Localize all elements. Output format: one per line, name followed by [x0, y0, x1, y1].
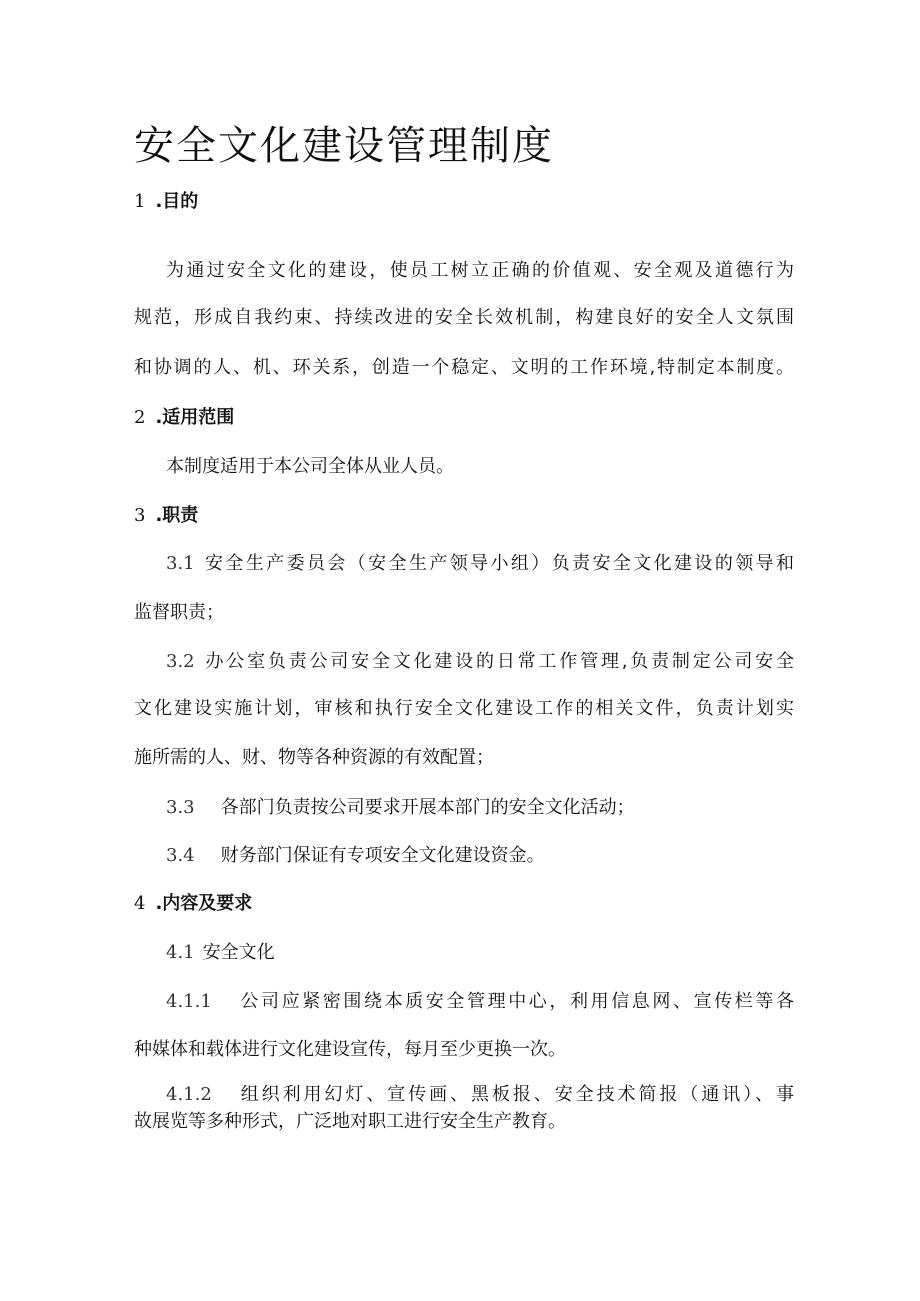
list-item-3-1 [166, 550, 794, 578]
list-item-4-1-1 [166, 988, 794, 1016]
document-title: 安全文化建设管理制度 [134, 123, 554, 169]
item-number: 3.3 [166, 797, 195, 818]
list-item-4-1-2 [166, 1081, 794, 1109]
list-item-3-2 [166, 648, 794, 676]
item-text: 办公室负责公司安全文化建设的日常工作管理,负责制定公司安全 [202, 651, 794, 672]
section-number: 1 [134, 191, 146, 212]
item-number: 4.1.1 [166, 991, 212, 1012]
item-text: 组织利用幻灯、宣传画、黑板报、安全技术简报（通讯）、事 [237, 1084, 794, 1105]
section-1-heading [134, 189, 198, 215]
item-text: 各部门负责按公司要求开展本部门的安全文化活动； [220, 797, 635, 818]
paragraph-line: 故展览等多种形式，广泛地对职工进行安全生产教育。 [134, 1111, 566, 1132]
item-number: 4.1.2 [166, 1084, 212, 1105]
item-number: 3.4 [166, 845, 195, 866]
item-text: 财务部门保证有专项安全文化建设资金。 [220, 845, 545, 866]
item-text: 公司应紧密围绕本质安全管理中心，利用信息网、宣传栏等各 [237, 991, 794, 1012]
paragraph-line: 文化建设实施计划，审核和执行安全文化建设工作的相关文件，负责计划实 [134, 698, 794, 719]
paragraph-line: 种媒体和载体进行文化建设宣传，每月至少更换一次。 [134, 1039, 566, 1060]
paragraph-line: 规范，形成自我约束、持续改进的安全长效机制，构建良好的安全人文氛围 [134, 307, 794, 328]
paragraph-line: 本制度适用于本公司全体从业人员。 [166, 456, 454, 477]
section-title: .内容及要求 [155, 893, 253, 914]
list-item-4-1 [166, 939, 794, 967]
item-number: 3.1 [166, 553, 195, 574]
section-3-heading [134, 503, 198, 529]
item-text: 安全生产委员会（安全生产领导小组）负责安全文化建设的领导和 [202, 553, 794, 574]
section-title: .适用范围 [155, 407, 235, 428]
section-title: .目的 [155, 191, 199, 212]
section-number: 2 [134, 407, 146, 428]
item-text: 安全文化 [202, 942, 275, 963]
list-item-3-4 [166, 842, 794, 870]
paragraph-line: 施所需的人、财、物等各种资源的有效配置； [134, 747, 494, 768]
list-item-3-3 [166, 794, 794, 822]
item-number: 3.2 [166, 651, 195, 672]
section-number: 4 [134, 893, 146, 914]
section-4-heading [134, 891, 252, 917]
section-number: 3 [134, 505, 146, 526]
paragraph-line: 为通过安全文化的建设，使员工树立正确的价值观、安全观及道德行为 [166, 260, 794, 281]
section-2-heading [134, 405, 234, 431]
paragraph-line: 和协调的人、机、环关系，创造一个稳定、文明的工作环境,特制定本制度。 [134, 357, 794, 378]
paragraph-line: 监督职责； [134, 602, 224, 623]
section-title: .职责 [155, 505, 199, 526]
item-number: 4.1 [166, 942, 195, 963]
